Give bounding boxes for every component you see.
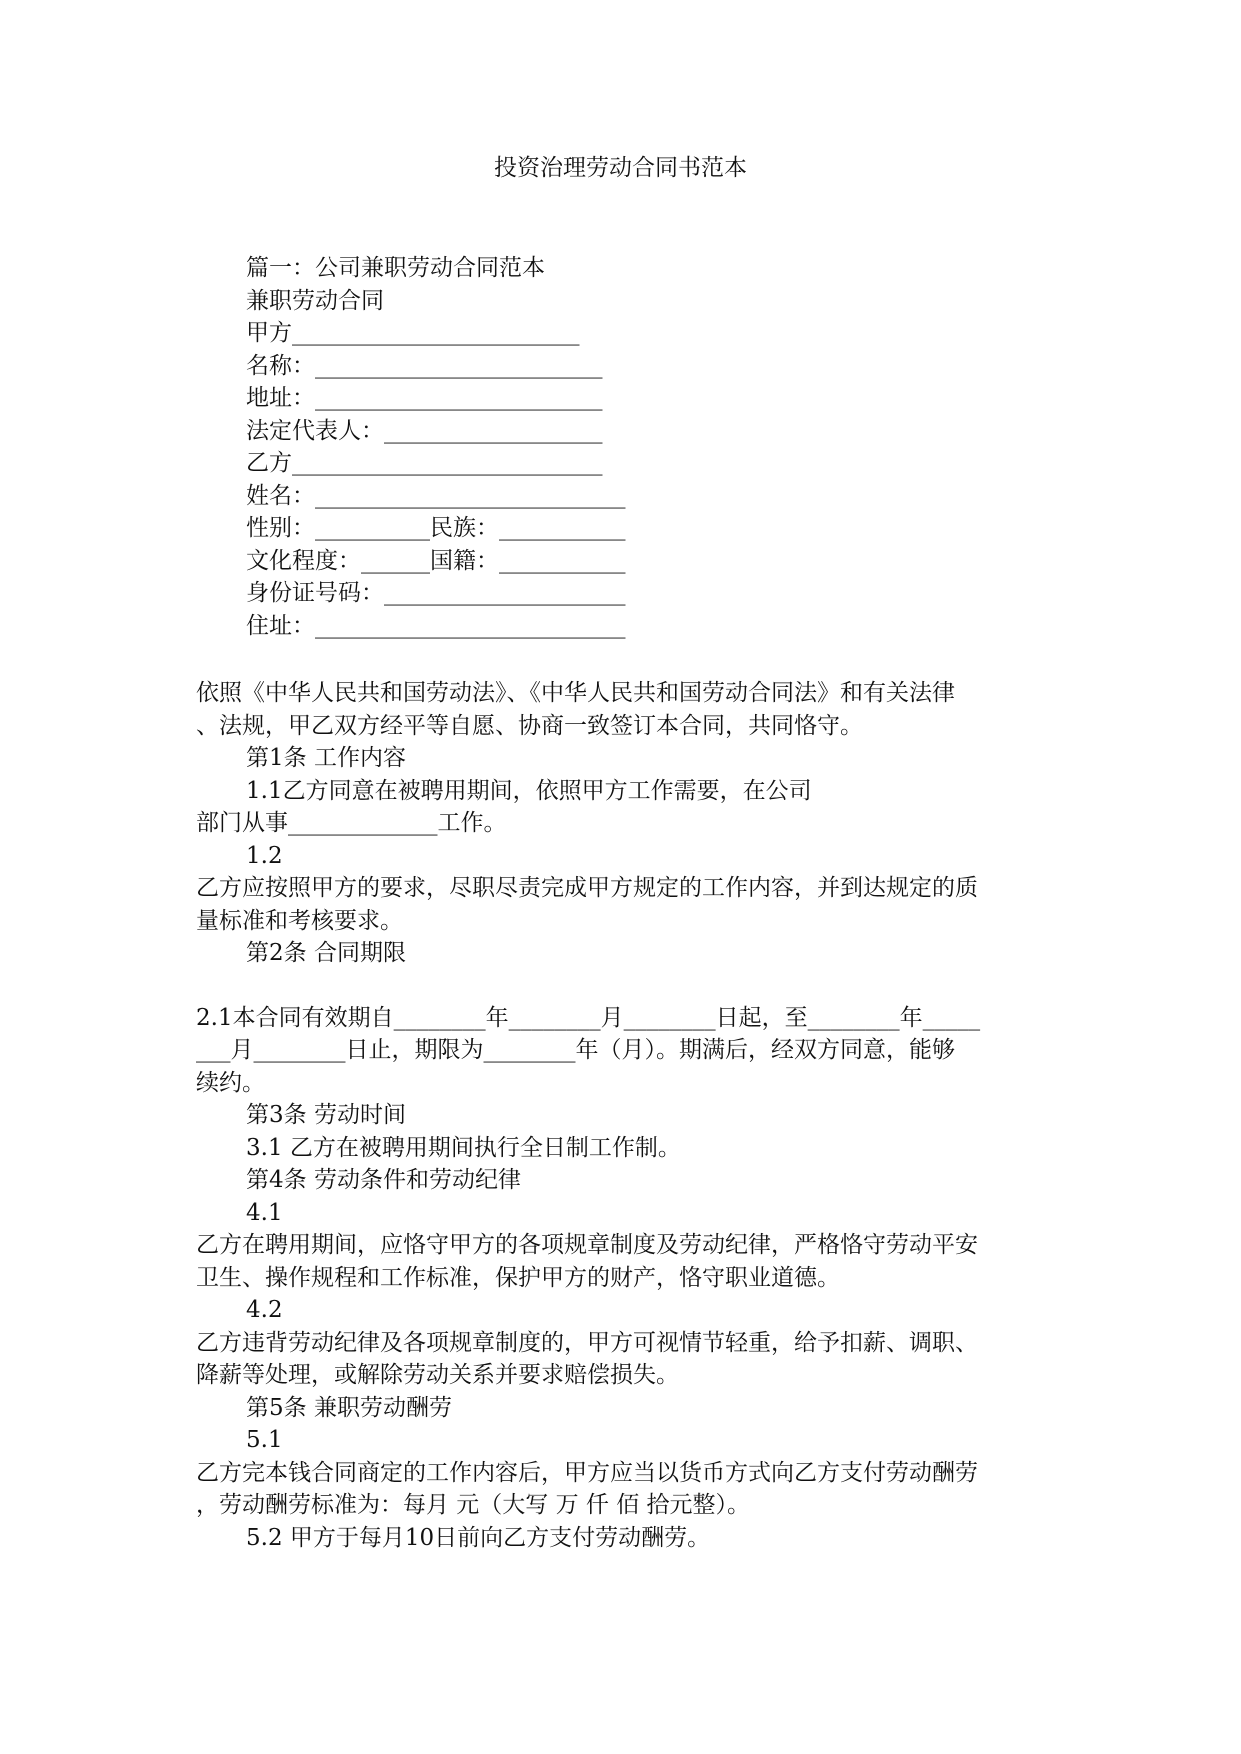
document-title: 投资治理劳动合同书范本 [494,155,747,181]
body-line: 部门从事_____________工作。 [196,810,507,836]
article-heading: 第3条 劳动时间 [246,1102,406,1128]
article-heading: 第2条 合同期限 [246,940,406,966]
body-line: 乙方应按照甲方的要求，尽职尽责完成甲方规定的工作内容，并到达规定的质 [196,875,978,901]
body-line: 降薪等处理，或解除劳动关系并要求赔偿损失。 [196,1362,679,1388]
body-line: 2.1本合同有效期自________年________月________日起，至________年_____ [196,1004,981,1031]
header-line: 文化程度：______国籍：___________ [246,547,626,574]
clause-number: 1.2 [246,842,283,869]
clause-number: 4.2 [246,1297,283,1323]
header-line: 名称：_________________________ [246,352,603,379]
clause-number: 5.1 [246,1427,283,1453]
body-line: 、法规，甲乙双方经平等自愿、协商一致签订本合同，共同恪守。 [196,712,863,739]
body-line: 量标准和考核要求。 [196,907,403,934]
body-line: 乙方在聘用期间，应恪守甲方的各项规章制度及劳动纪律，严格恪守劳动平安 [196,1232,978,1258]
body-line: ___月________日止，期限为________年（月）。期满后，经双方同意，能够 [196,1037,955,1063]
blank-line [196,970,1056,1002]
body-line: 依照《中华人民共和国劳动法》、《中华人民共和国劳动合同法》和有关法律 [196,680,955,706]
header-line: 篇一：公司兼职劳动合同范本 [246,255,545,281]
header-line: 住址：___________________________ [246,612,626,639]
body-line: 乙方违背劳动纪律及各项规章制度的，甲方可视情节轻重，给予扣薪、调职、 [196,1329,978,1356]
header-line: 地址：_________________________ [246,385,603,411]
header-line: 姓名：___________________________ [246,482,626,509]
article-heading: 第5条 兼职劳动酬劳 [246,1394,452,1421]
article-heading: 第4条 劳动条件和劳动纪律 [246,1167,521,1193]
header-line: 性别：__________民族：___________ [246,515,626,541]
header-line: 法定代表人：___________________ [246,417,603,444]
body-line: ，劳动酬劳标准为：每月 元（大写 万 仟 佰 拾元整）。 [196,1492,751,1518]
header-line: 身份证号码：_____________________ [246,580,626,606]
clause-number: 4.1 [246,1199,283,1226]
header-line: 甲方_________________________ [246,320,580,346]
article-heading: 第1条 工作内容 [246,745,406,771]
header-line: 兼职劳动合同 [246,287,384,314]
body-line: 续约。 [196,1069,265,1096]
contract-header-block [246,252,966,642]
body-line: 乙方完本钱合同商定的工作内容后，甲方应当以货币方式向乙方支付劳动酬劳 [196,1459,978,1486]
contract-body-block [196,677,1056,1554]
body-line: 5.2 甲方于每月10日前向乙方支付劳动酬劳。 [246,1524,711,1551]
header-line: 乙方___________________________ [246,450,603,476]
body-line: 卫生、操作规程和工作标准，保护甲方的财产，恪守职业道德。 [196,1264,840,1291]
body-line: 3.1 乙方在被聘用期间执行全日制工作制。 [246,1134,681,1161]
body-line: 1.1乙方同意在被聘用期间，依照甲方工作需要，在公司 [246,777,812,804]
